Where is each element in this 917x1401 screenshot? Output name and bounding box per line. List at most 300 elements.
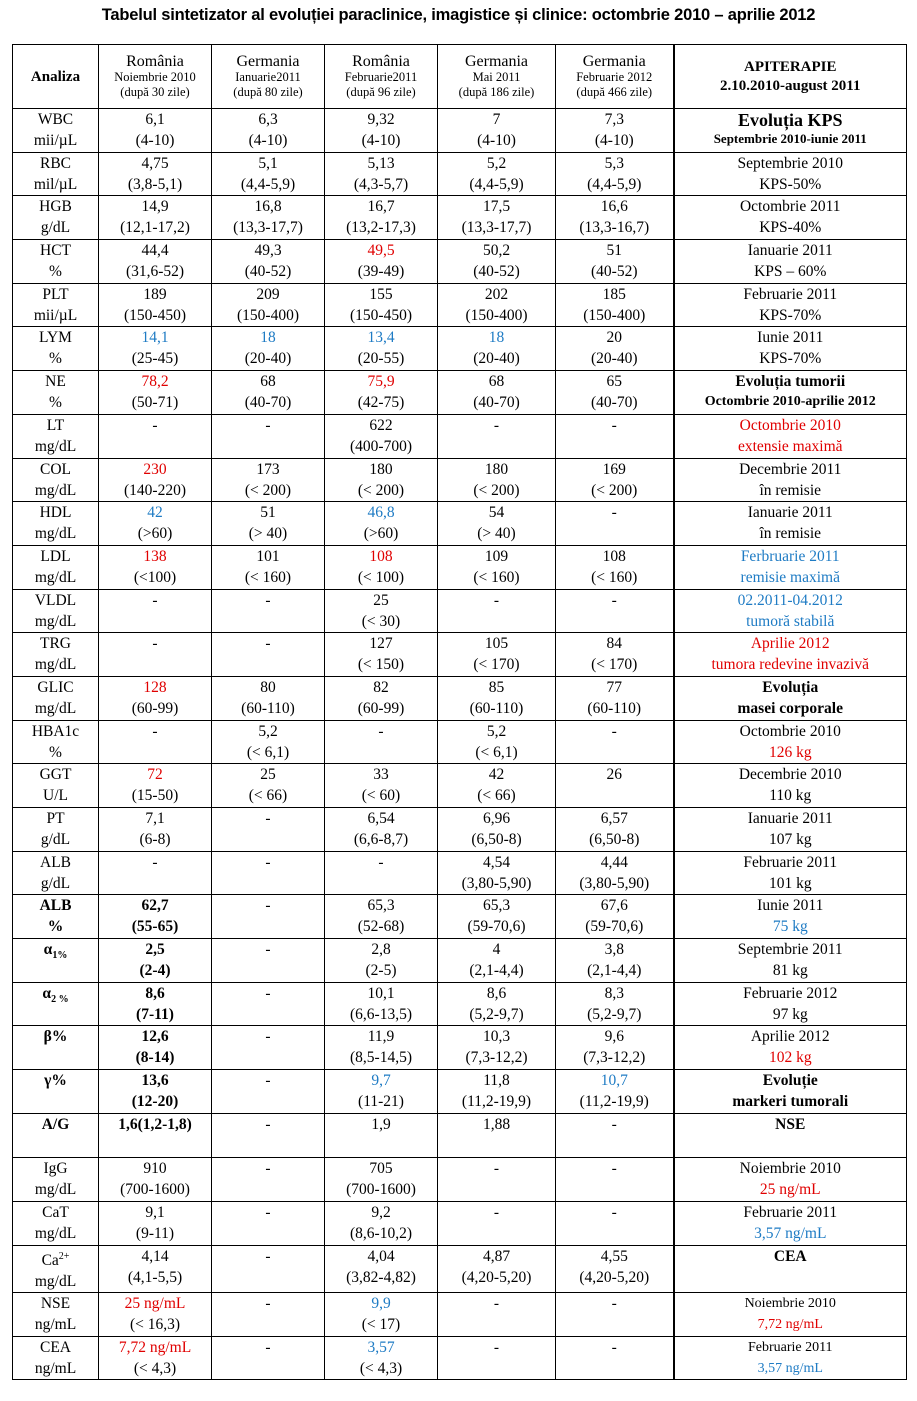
value-cell [556,502,674,546]
analysis-cell [13,109,99,153]
apiterapie-line-1: Ianuarie 2011 [747,504,833,522]
value-cell [325,1158,438,1202]
table-row [13,109,907,153]
value: 1,6(1,2-1,8) [118,1115,192,1133]
reference-range: (< 170) [473,656,520,674]
reference-range: (150-400) [583,306,646,324]
apiterapie-line-1: Septembrie 2011 [737,941,843,959]
value-cell [212,1202,325,1246]
value-cell [438,109,556,153]
apiterapie-line-2: remisie maximă [740,568,840,586]
analysis-name: PLT [42,285,69,303]
apiterapie-line-2: KPS-70% [759,306,822,324]
analysis-name: VLDL [34,591,77,609]
analysis-cell [13,1336,99,1380]
value: 33 [373,766,389,784]
reference-range: (5,2-9,7) [469,1005,524,1023]
value-cell [325,1245,438,1292]
apiterapie-line-2: 7,72 ng/mL [757,1316,823,1332]
value-cell [556,676,674,720]
value: 185 [602,285,626,303]
table-row [13,196,907,240]
reference-range: (11,2-19,9) [579,1093,649,1111]
apiterapie-cell [674,1026,907,1070]
reference-range: (>60) [137,525,173,543]
apiterapie-line-2: 25 ng/mL [759,1181,821,1199]
analysis-name: HGB [39,198,72,216]
apiterapie-cell [674,152,907,196]
table-row [13,1113,907,1158]
reference-range: (< 160) [591,568,638,586]
value-cell [556,851,674,895]
value-cell [556,1292,674,1336]
value-cell [212,414,325,458]
reference-range: (< 100) [357,568,405,586]
value-cell [99,196,212,240]
value-cell [99,1245,212,1292]
apiterapie-line-1: Ianuarie 2011 [747,242,833,260]
reference-range: (8,6-10,2) [350,1225,412,1242]
value-cell [325,633,438,677]
value-cell [99,982,212,1026]
value: 51 [260,504,276,522]
analysis-name: NSE [40,1294,71,1312]
apiterapie-cell [674,1245,907,1292]
reference-range: (< 16,3) [129,1315,181,1333]
apiterapie-cell [674,545,907,589]
value-cell [556,939,674,983]
value-cell [556,458,674,502]
value-cell [438,1202,556,1246]
reference-range: (59-70,6) [467,918,526,936]
value-cell [325,371,438,415]
reference-range: (8,5-14,5) [350,1049,412,1067]
reference-range: (40-52) [244,263,292,281]
value-cell [99,1026,212,1070]
value-cell [325,545,438,589]
analysis-cell [13,982,99,1026]
value-cell [438,240,556,284]
value-cell [438,1113,556,1158]
value: - [152,591,158,609]
analysis-unit: U/L [43,787,68,805]
header-col-4: Germania Mai 2011 (după 186 zile) [438,45,556,109]
header-apiterapie: APITERAPIE 2.10.2010-august 2011 [674,45,907,109]
apiterapie-cell [674,633,907,677]
analysis-name: LDL [40,547,71,565]
reference-range: (9-11) [135,1225,175,1242]
reference-range: (4-10) [248,132,288,149]
apiterapie-cell [674,414,907,458]
value-cell [556,982,674,1026]
value: 16,7 [367,198,395,216]
value: 82 [373,678,389,696]
reference-range: (7-11) [136,1005,174,1023]
header-col-3: România Februarie2011 (după 96 zile) [325,45,438,109]
value: 127 [369,635,393,653]
value: - [493,1294,500,1312]
apiterapie-cell [674,808,907,852]
reference-range: (11-21) [358,1093,404,1111]
value-cell [556,808,674,852]
value: 4,75 [141,154,169,172]
reference-range: (20-40) [473,350,520,368]
value-cell [99,458,212,502]
reference-range: (140-220) [124,481,186,499]
analysis-unit: mg/dL [34,656,77,674]
value: 8,6 [486,984,507,1002]
analysis-unit: g/dL [40,219,71,237]
header-analysis: Analiza [13,45,99,109]
reference-range: (6,50-8) [589,831,640,848]
reference-range: (< 200) [591,481,638,499]
value: 5,2 [486,722,507,740]
value: 8,6 [145,984,165,1002]
apiterapie-cell [674,458,907,502]
value: - [265,591,271,609]
value-cell [325,1113,438,1158]
apiterapie-line-2: Septembrie 2010-iunie 2011 [713,131,867,146]
value-cell [556,1245,674,1292]
value: 65 [606,373,622,391]
value: 108 [602,547,626,565]
value-cell [99,676,212,720]
value-cell [325,414,438,458]
value-cell [325,458,438,502]
analysis-cell [13,633,99,677]
value-cell [325,851,438,895]
value: 67,6 [600,897,628,915]
reference-range: (4,4-5,9) [469,175,524,193]
apiterapie-line-1: Noiembrie 2010 [739,1160,841,1178]
reference-range: (40-70) [473,394,520,412]
reference-range: (2,1-4,4) [469,962,524,980]
value: 155 [369,285,393,303]
value: - [611,591,617,609]
table-row [13,1026,907,1070]
apiterapie-cell [674,764,907,808]
table-row [13,1158,907,1202]
analysis-cell [13,676,99,720]
value: - [378,722,384,740]
value: 13,4 [367,329,395,347]
value-cell [556,152,674,196]
value: - [265,941,271,959]
analysis-cell [13,1113,99,1158]
value-cell [438,1070,556,1114]
value: 14,9 [141,198,169,216]
analysis-unit: mg/dL [34,1225,77,1242]
analysis-cell [13,502,99,546]
analysis-cell [13,196,99,240]
value: - [493,1204,500,1221]
reference-range: (< 17) [361,1315,401,1333]
apiterapie-cell [674,502,907,546]
value-cell [556,1026,674,1070]
value: 2,8 [371,941,391,959]
reference-range: (150-400) [465,306,528,324]
apiterapie-line-1: Decembrie 2011 [739,460,842,478]
value: 101 [256,547,280,565]
value-cell [325,502,438,546]
analysis-cell [13,458,99,502]
value: - [493,591,500,609]
value-cell [438,502,556,546]
value: 189 [143,285,167,303]
value: 9,7 [371,1072,391,1090]
analysis-cell [13,939,99,983]
value-cell [438,1158,556,1202]
reference-range: (42-75) [357,394,405,412]
reference-range: (< 150) [357,656,405,674]
reference-range: (4,4-5,9) [587,175,642,193]
value-cell [99,1336,212,1380]
value-cell [99,1202,212,1246]
apiterapie-line-2: tumora redevine invazivă [711,656,869,674]
analysis-unit: mii/µL [33,132,78,149]
analysis-name: NE [45,373,66,391]
value: 25 [260,766,276,784]
value: 80 [260,678,276,696]
reference-range: (40-52) [591,263,638,281]
value-cell [99,1158,212,1202]
value: 16,6 [600,198,628,216]
analysis-name: $Ca^{2+}$ [41,1250,70,1269]
apiterapie-cell [674,982,907,1026]
value: 54 [488,504,505,522]
analysis-cell [13,851,99,895]
value-cell [325,589,438,633]
value: 18 [260,329,276,347]
reference-range: (4,3-5,7) [353,175,409,193]
value: 5,3 [604,154,624,172]
analysis-unit: mg/dL [34,481,77,499]
analysis-unit: g/dL [40,831,71,848]
reference-range: (4-10) [477,132,516,149]
value: - [265,1160,271,1178]
value: - [265,1247,271,1265]
apiterapie-cell [674,1070,907,1114]
table-row [13,458,907,502]
apiterapie-cell [674,1336,907,1380]
value-cell [556,414,674,458]
value-cell [556,720,674,764]
reference-range: (6,6-13,5) [350,1005,412,1023]
value: 9,6 [604,1028,624,1046]
apiterapie-line-1: Evoluția tumorii [735,373,846,391]
value-cell [212,283,325,327]
analysis-name: LT [46,416,65,434]
value: - [493,416,500,434]
reference-range: (4,20-5,20) [579,1268,650,1286]
value-cell [556,196,674,240]
apiterapie-line-1: Septembrie 2010 [737,154,843,172]
value-cell [99,109,212,153]
value-cell [212,633,325,677]
value-cell [212,371,325,415]
analysis-name: RBC [39,154,71,172]
value-cell [438,982,556,1026]
value: 9,32 [367,111,395,128]
reference-range: (5,2-9,7) [587,1005,642,1023]
value: 128 [143,678,167,696]
analysis-name: TRG [40,635,71,653]
analysis-name: HBA1c [31,722,80,740]
analysis-name: ALB [39,897,72,915]
value: 14,1 [141,329,169,347]
reference-range: (15-50) [131,787,179,805]
reference-range: (12,1-17,2) [120,219,190,237]
value: 62,7 [141,897,169,915]
apiterapie-line-2: 81 kg [772,962,808,980]
analysis-name: β% [43,1028,68,1046]
value-cell [212,545,325,589]
value-cell [438,1026,556,1070]
value: - [152,416,158,434]
apiterapie-line-1: Ferbruarie 2011 [740,547,840,565]
table-row [13,1245,907,1292]
apiterapie-line-1: Iunie 2011 [757,329,824,347]
value: 7,3 [604,111,624,128]
reference-range: (4,20-5,20) [461,1268,532,1286]
reference-range: (400-700) [350,437,412,455]
reference-range: (7,3-12,2) [583,1049,646,1067]
value: 705 [369,1160,393,1178]
apiterapie-line-1: Februarie 2012 [743,984,838,1002]
analysis-name: CaT [42,1204,69,1221]
table-row [13,720,907,764]
analysis-name: GGT [39,766,72,784]
reference-range: (11,2-19,9) [461,1093,532,1111]
value-cell [325,1292,438,1336]
value-cell [325,982,438,1026]
value: 9,9 [371,1294,391,1312]
value-cell [99,851,212,895]
analysis-cell [13,764,99,808]
analysis-cell [13,1158,99,1202]
reference-range: (< 60) [361,787,401,805]
value: 85 [488,678,505,696]
reference-range: (2-4) [139,962,171,980]
value: 18 [488,329,505,347]
value: 13,6 [141,1072,169,1090]
value: 6,96 [482,810,511,827]
value: 180 [369,460,393,478]
analysis-name: WBC [37,111,74,128]
apiterapie-line-2: în remisie [759,481,822,499]
reference-range: (25-45) [131,350,179,368]
value-cell [438,283,556,327]
header-row [13,45,907,109]
value-cell [212,109,325,153]
value-cell [438,1336,556,1380]
value-cell [556,1113,674,1158]
reference-range: (150-450) [124,306,186,324]
analysis-name: HCT [40,242,71,260]
header-col-5: Germania Februarie 2012 (după 466 zile) [556,45,674,109]
reference-range: (55-65) [131,918,179,936]
apiterapie-line-1: Aprilie 2012 [750,1028,830,1046]
analysis-cell [13,152,99,196]
value-cell [212,1070,325,1114]
value-cell [325,808,438,852]
value: - [611,1294,617,1312]
value-cell [556,633,674,677]
reference-range: (>60) [363,525,399,543]
reference-range: (50-71) [131,394,179,412]
value-cell [325,676,438,720]
value-cell [438,196,556,240]
value-cell [438,939,556,983]
analysis-unit: mg/dL [34,699,77,717]
value: - [493,1338,500,1356]
value: - [152,722,158,740]
value: 138 [143,547,167,565]
analysis-name: A/G [41,1115,70,1133]
value: - [265,897,271,915]
reference-range: (13,2-17,3) [346,219,416,237]
value-cell [325,1202,438,1246]
table-row [13,545,907,589]
value: 169 [602,460,626,478]
value-cell [212,1245,325,1292]
analysis-name: GLIC [37,678,74,696]
reference-range: (40-70) [244,394,292,412]
value-cell [212,327,325,371]
value-cell [212,1158,325,1202]
value: 230 [143,460,167,478]
value: 105 [484,635,509,653]
value-cell [212,458,325,502]
apiterapie-line-1: Februarie 2011 [743,853,838,871]
value-cell [438,895,556,939]
table-row [13,764,907,808]
value-cell [99,414,212,458]
analysis-name: γ% [44,1072,67,1090]
value-cell [438,676,556,720]
apiterapie-cell [674,1113,907,1158]
value-cell [212,196,325,240]
reference-range: (3,80-5,90) [461,874,532,892]
table-row [13,371,907,415]
reference-range: (13,3-17,7) [461,219,532,237]
value: - [265,1294,271,1312]
value: - [265,1338,271,1356]
table-row [13,851,907,895]
apiterapie-line-2: KPS-40% [759,219,822,237]
value: 910 [143,1160,167,1178]
reference-range: (60-110) [587,699,642,717]
apiterapie-line-2: markeri tumorali [732,1093,849,1111]
value: 4,14 [141,1247,169,1265]
analysis-unit: % [49,263,62,281]
value: - [265,1204,271,1221]
reference-range: (13,3-16,7) [579,219,650,237]
table-row [13,589,907,633]
value: 25 ng/mL [124,1294,186,1312]
reference-range: (< 6,1) [246,743,290,761]
analysis-name: HDL [39,504,72,522]
value: 10,3 [482,1028,511,1046]
apiterapie-line-1: CEA [773,1247,807,1265]
value: 4,87 [482,1247,511,1265]
reference-range: (150-450) [350,306,412,324]
apiterapie-cell [674,109,907,153]
reference-range: (4,4-5,9) [240,175,296,193]
analysis-cell [13,589,99,633]
apiterapie-line-2: 110 kg [769,787,812,805]
analysis-cell [13,895,99,939]
